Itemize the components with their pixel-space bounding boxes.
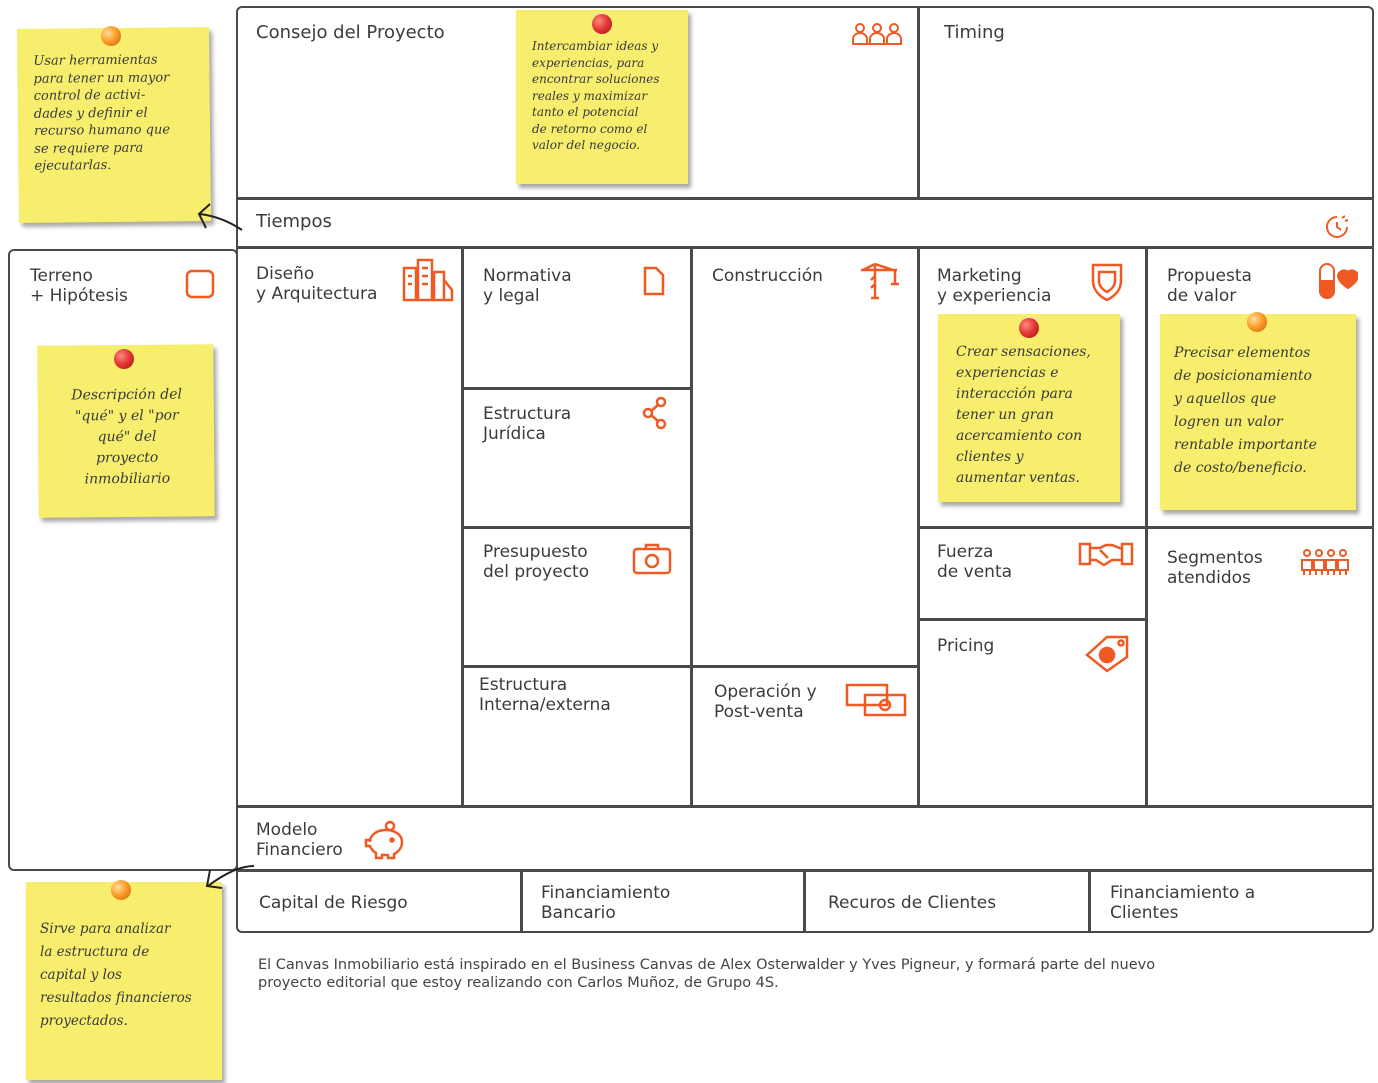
divider <box>520 870 523 933</box>
operacion-label: Operación y Post-venta <box>714 682 817 722</box>
crane-icon <box>857 262 899 300</box>
divider <box>1145 247 1148 807</box>
price-tag-icon <box>1085 633 1131 673</box>
divider <box>236 246 1374 249</box>
timing-label: Timing <box>944 22 1005 43</box>
divider <box>918 618 1146 621</box>
marketing-label: Marketing y experiencia <box>937 266 1052 306</box>
footer-text: El Canvas Inmobiliario está inspirado en el Business Canvas de Alex Osterwalder y Yves Pigneur, y formará parte del nuevo proyecto editorial que estoy realizando con Carlos Muñoz, de Grupo 4S. <box>258 957 1156 991</box>
consejo-note: Intercambiar ideas y experiencias, para encontrar soluciones reales y maximizar tanto el potencial de retorno como el valor del negocio. <box>516 10 688 184</box>
square-icon <box>185 269 215 299</box>
divider <box>1088 870 1091 933</box>
fuerza-venta-label: Fuerza de venta <box>937 542 1013 582</box>
pin-icon <box>1019 318 1039 338</box>
capital-riesgo-label: Capital de Riesgo <box>259 893 408 913</box>
pin-icon <box>592 14 612 34</box>
financiamiento-bancario-label: Financiamiento Bancario <box>541 883 671 923</box>
recursos-clientes-label: Recuros de Clientes <box>828 893 997 913</box>
divider <box>803 870 806 933</box>
financiamiento-clientes-label: Financiamiento a Clientes <box>1110 883 1256 923</box>
pill-heart-icon <box>1316 262 1358 300</box>
document-icon <box>642 266 666 296</box>
tiempos-label: Tiempos <box>256 211 332 232</box>
arrow-icon <box>196 856 258 896</box>
share-icon <box>641 396 669 430</box>
modelo-financiero-label: Modelo Financiero <box>256 820 343 860</box>
pin-icon <box>1247 312 1267 332</box>
propuesta-label: Propuesta de valor <box>1167 266 1252 306</box>
people-icon <box>851 22 903 46</box>
money-icon <box>632 543 672 575</box>
timer-icon <box>1324 214 1350 240</box>
financiero-note: Sirve para analizar la estructura de capital y los resultados financieros proyectados. <box>26 882 222 1080</box>
divider <box>236 805 1374 808</box>
pin-icon <box>101 26 121 46</box>
shield-icon <box>1090 262 1124 302</box>
marketing-note: Crear sensaciones, experiencias e interacción para tener un gran acercamiento con clientes y aumentar ventas. <box>938 314 1120 502</box>
normativa-label: Normativa y legal <box>483 266 572 306</box>
tiempos-note: Usar herramientas para tener un mayor control de activi- dades y definir el recurso humano que se requiere para ejecutarlas. <box>17 27 211 223</box>
propuesta-note: Precisar elementos de posicionamiento y aquellos que logren un valor rentable importante de costo/beneficio. <box>1160 314 1356 510</box>
handshake-icon <box>1078 540 1134 570</box>
construccion-label: Construcción <box>712 266 823 286</box>
pin-icon <box>111 880 131 900</box>
terreno-label: Terreno + Hipótesis <box>30 266 128 306</box>
pin-icon <box>114 349 134 369</box>
divider <box>462 526 692 529</box>
buildings-icon <box>402 258 454 302</box>
segmentos-label: Segmentos atendidos <box>1167 548 1263 588</box>
divider <box>917 6 920 198</box>
terreno-note: Descripción del "qué" y el "por qué" del proyecto inmobiliario <box>37 344 214 518</box>
divider <box>917 247 920 807</box>
divider <box>690 247 693 807</box>
divider <box>462 387 692 390</box>
divider <box>236 197 1374 200</box>
divider <box>461 247 464 807</box>
estructura-juridica-label: Estructura Jurídica <box>483 404 572 444</box>
money-stack-icon <box>845 683 907 717</box>
piggy-bank-icon <box>362 820 408 862</box>
terreno-panel <box>8 249 238 871</box>
consejo-label: Consejo del Proyecto <box>256 22 445 43</box>
pricing-label: Pricing <box>937 636 995 656</box>
presupuesto-label: Presupuesto del proyecto <box>483 542 590 582</box>
estructura-interna-label: Estructura Interna/externa <box>479 675 611 715</box>
diseno-label: Diseño y Arquitectura <box>256 264 378 304</box>
arrow-icon <box>190 196 246 238</box>
segments-people-icon <box>1300 548 1352 576</box>
